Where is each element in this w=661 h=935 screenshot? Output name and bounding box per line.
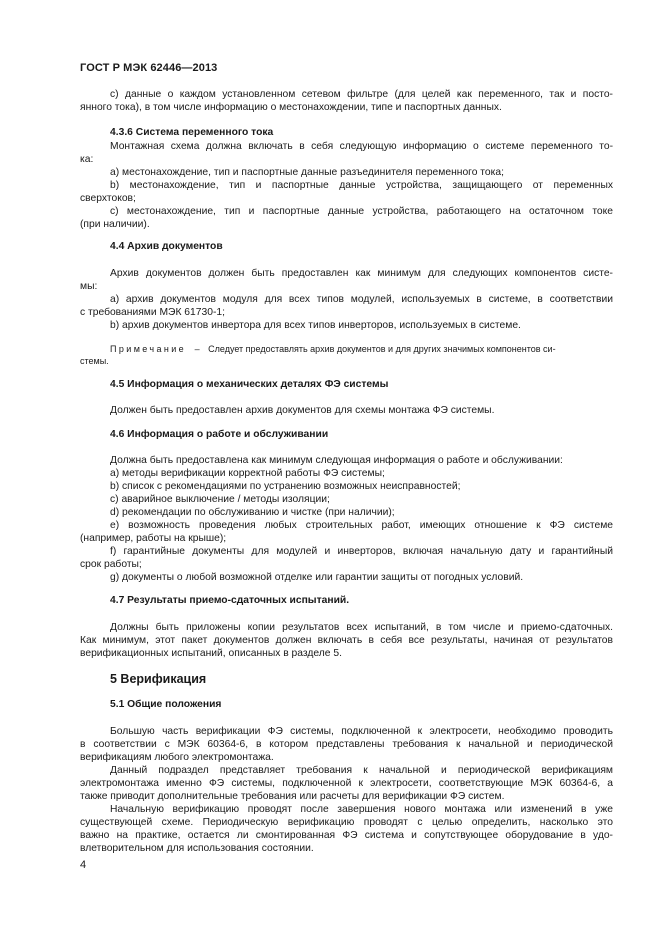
paragraph-line: ка:: [80, 154, 94, 165]
section-4-6-heading: 4.6 Информация о работе и обслуживании: [110, 429, 329, 440]
paragraph-line: Начальную верификацию проводят после завершения нового монтажа или изменений в уже: [110, 804, 613, 815]
list-item: b) местонахождение, тип и паспортные данные устройства, защищающего от переменных: [110, 180, 613, 191]
list-item: d) рекомендации по обслуживанию и чистке (при наличии);: [110, 507, 395, 518]
standard-header: ГОСТ Р МЭК 62446—2013: [80, 62, 218, 74]
page-number: 4: [80, 859, 87, 871]
list-item: b) список с рекомендациями по устранению возможных неисправностей;: [110, 481, 461, 492]
list-item: с) аварийное выключение / методы изоляции;: [110, 494, 330, 505]
paragraph-line: Как минимум, этот пакет документов должен включать в себя все результаты, начиная от результатов: [80, 635, 613, 646]
list-item-continuation: срок работы;: [80, 559, 142, 570]
paragraph-line: мы:: [80, 281, 98, 292]
list-item-continuation: с требованиями МЭК 61730-1;: [80, 307, 225, 318]
note-continuation: стемы.: [80, 356, 109, 366]
list-item: а) архив документов модуля для всех типов модулей, используемых в системе, в соответствии: [110, 294, 613, 305]
paragraph-line: существующей схеме. Периодическую верификацию проводят с целью определить, насколько это: [80, 817, 613, 828]
paragraph-line: в соответствии с МЭК 60364-6, в котором представлены требования к начальной и периодической: [80, 739, 613, 750]
list-item-continuation: сверхтоков;: [80, 193, 136, 204]
list-item-continuation: (например, работы на крыше);: [80, 533, 227, 544]
paragraph-line: Архив документов должен быть предоставлен как минимум для следующих компонентов систе-: [110, 268, 613, 279]
paragraph-line: верификациям любого электромонтажа.: [80, 752, 274, 763]
list-item: с) местонахождение, тип и паспортные данные устройства, работающего на остаточном токе: [110, 206, 613, 217]
paragraph-line: Должен быть предоставлен архив документов для схемы монтажа ФЭ системы.: [110, 405, 495, 416]
section-4-3-6-heading: 4.3.6 Система переменного тока: [110, 127, 274, 138]
list-item: е) возможность проведения любых строительных работ, имеющих отношение к ФЭ системе: [110, 520, 613, 531]
paragraph-line: Должна быть предоставлена как минимум следующая информация о работе и обслуживании:: [110, 455, 563, 466]
note-label: Примечание: [110, 344, 187, 354]
paragraph-line: верификационных испытаний, описанных в разделе 5.: [80, 648, 342, 659]
section-5-1-heading: 5.1 Общие положения: [110, 699, 222, 710]
paragraph-line: Большую часть верификации ФЭ системы, подключенной к электросети, необходимо проводить: [110, 726, 613, 737]
paragraph-line: Монтажная схема должна включать в себя следующую информацию о системе переменного то-: [110, 141, 613, 152]
section-4-5-heading: 4.5 Информация о механических деталях ФЭ системы: [110, 379, 389, 390]
list-item-continuation: (при наличии).: [80, 219, 150, 230]
paragraph-line: важно на практике, остается ли смонтированная ФЭ система и сопутствующее оборудование в удо-: [80, 830, 613, 841]
list-item: f) гарантийные документы для модулей и инверторов, включая начальную дату и гарантийный: [110, 546, 613, 557]
paragraph-line: Данный подраздел представляет требования к начальной и периодической верификациям: [110, 765, 613, 776]
section-5-heading: 5 Верификация: [110, 672, 207, 686]
paragraph-line: влетворительном для использования состоянии.: [80, 843, 314, 854]
intro-line: янного тока), в том числе информацию о местонахождении, типе и паспортных данных.: [80, 102, 502, 113]
section-4-7-heading: 4.7 Результаты приемо-сдаточных испытаний.: [110, 595, 350, 606]
paragraph-line: также приводит дополнительные требования или расчеты для верификации ФЭ систем.: [80, 791, 505, 802]
note-line: [110, 343, 613, 355]
intro-line: с) данные о каждом установленном сетевом фильтре (для целей как переменного, так и посто-: [110, 89, 613, 100]
note-text: Следует предоставлять архив документов и для других значимых компонентов си-: [208, 344, 556, 354]
paragraph-line: электромонтажа именно ФЭ системы, подключенной к электросети, соответствующие МЭК 60364-6, а: [80, 778, 613, 789]
list-item: а) методы верификации корректной работы ФЭ системы;: [110, 468, 385, 479]
list-item: g) документы о любой возможной отделке или гарантии защиты от погодных условий.: [110, 572, 524, 583]
section-4-4-heading: 4.4 Архив документов: [110, 241, 223, 252]
list-item: b) архив документов инвертора для всех типов инверторов, используемых в системе.: [110, 320, 521, 331]
list-item: а) местонахождение, тип и паспортные данные разъединителя переменного тока;: [110, 167, 504, 178]
paragraph-line: Должны быть приложены копии результатов всех испытаний, в том числе и приемо-сдаточных.: [110, 622, 613, 633]
note-dash: –: [194, 344, 200, 354]
